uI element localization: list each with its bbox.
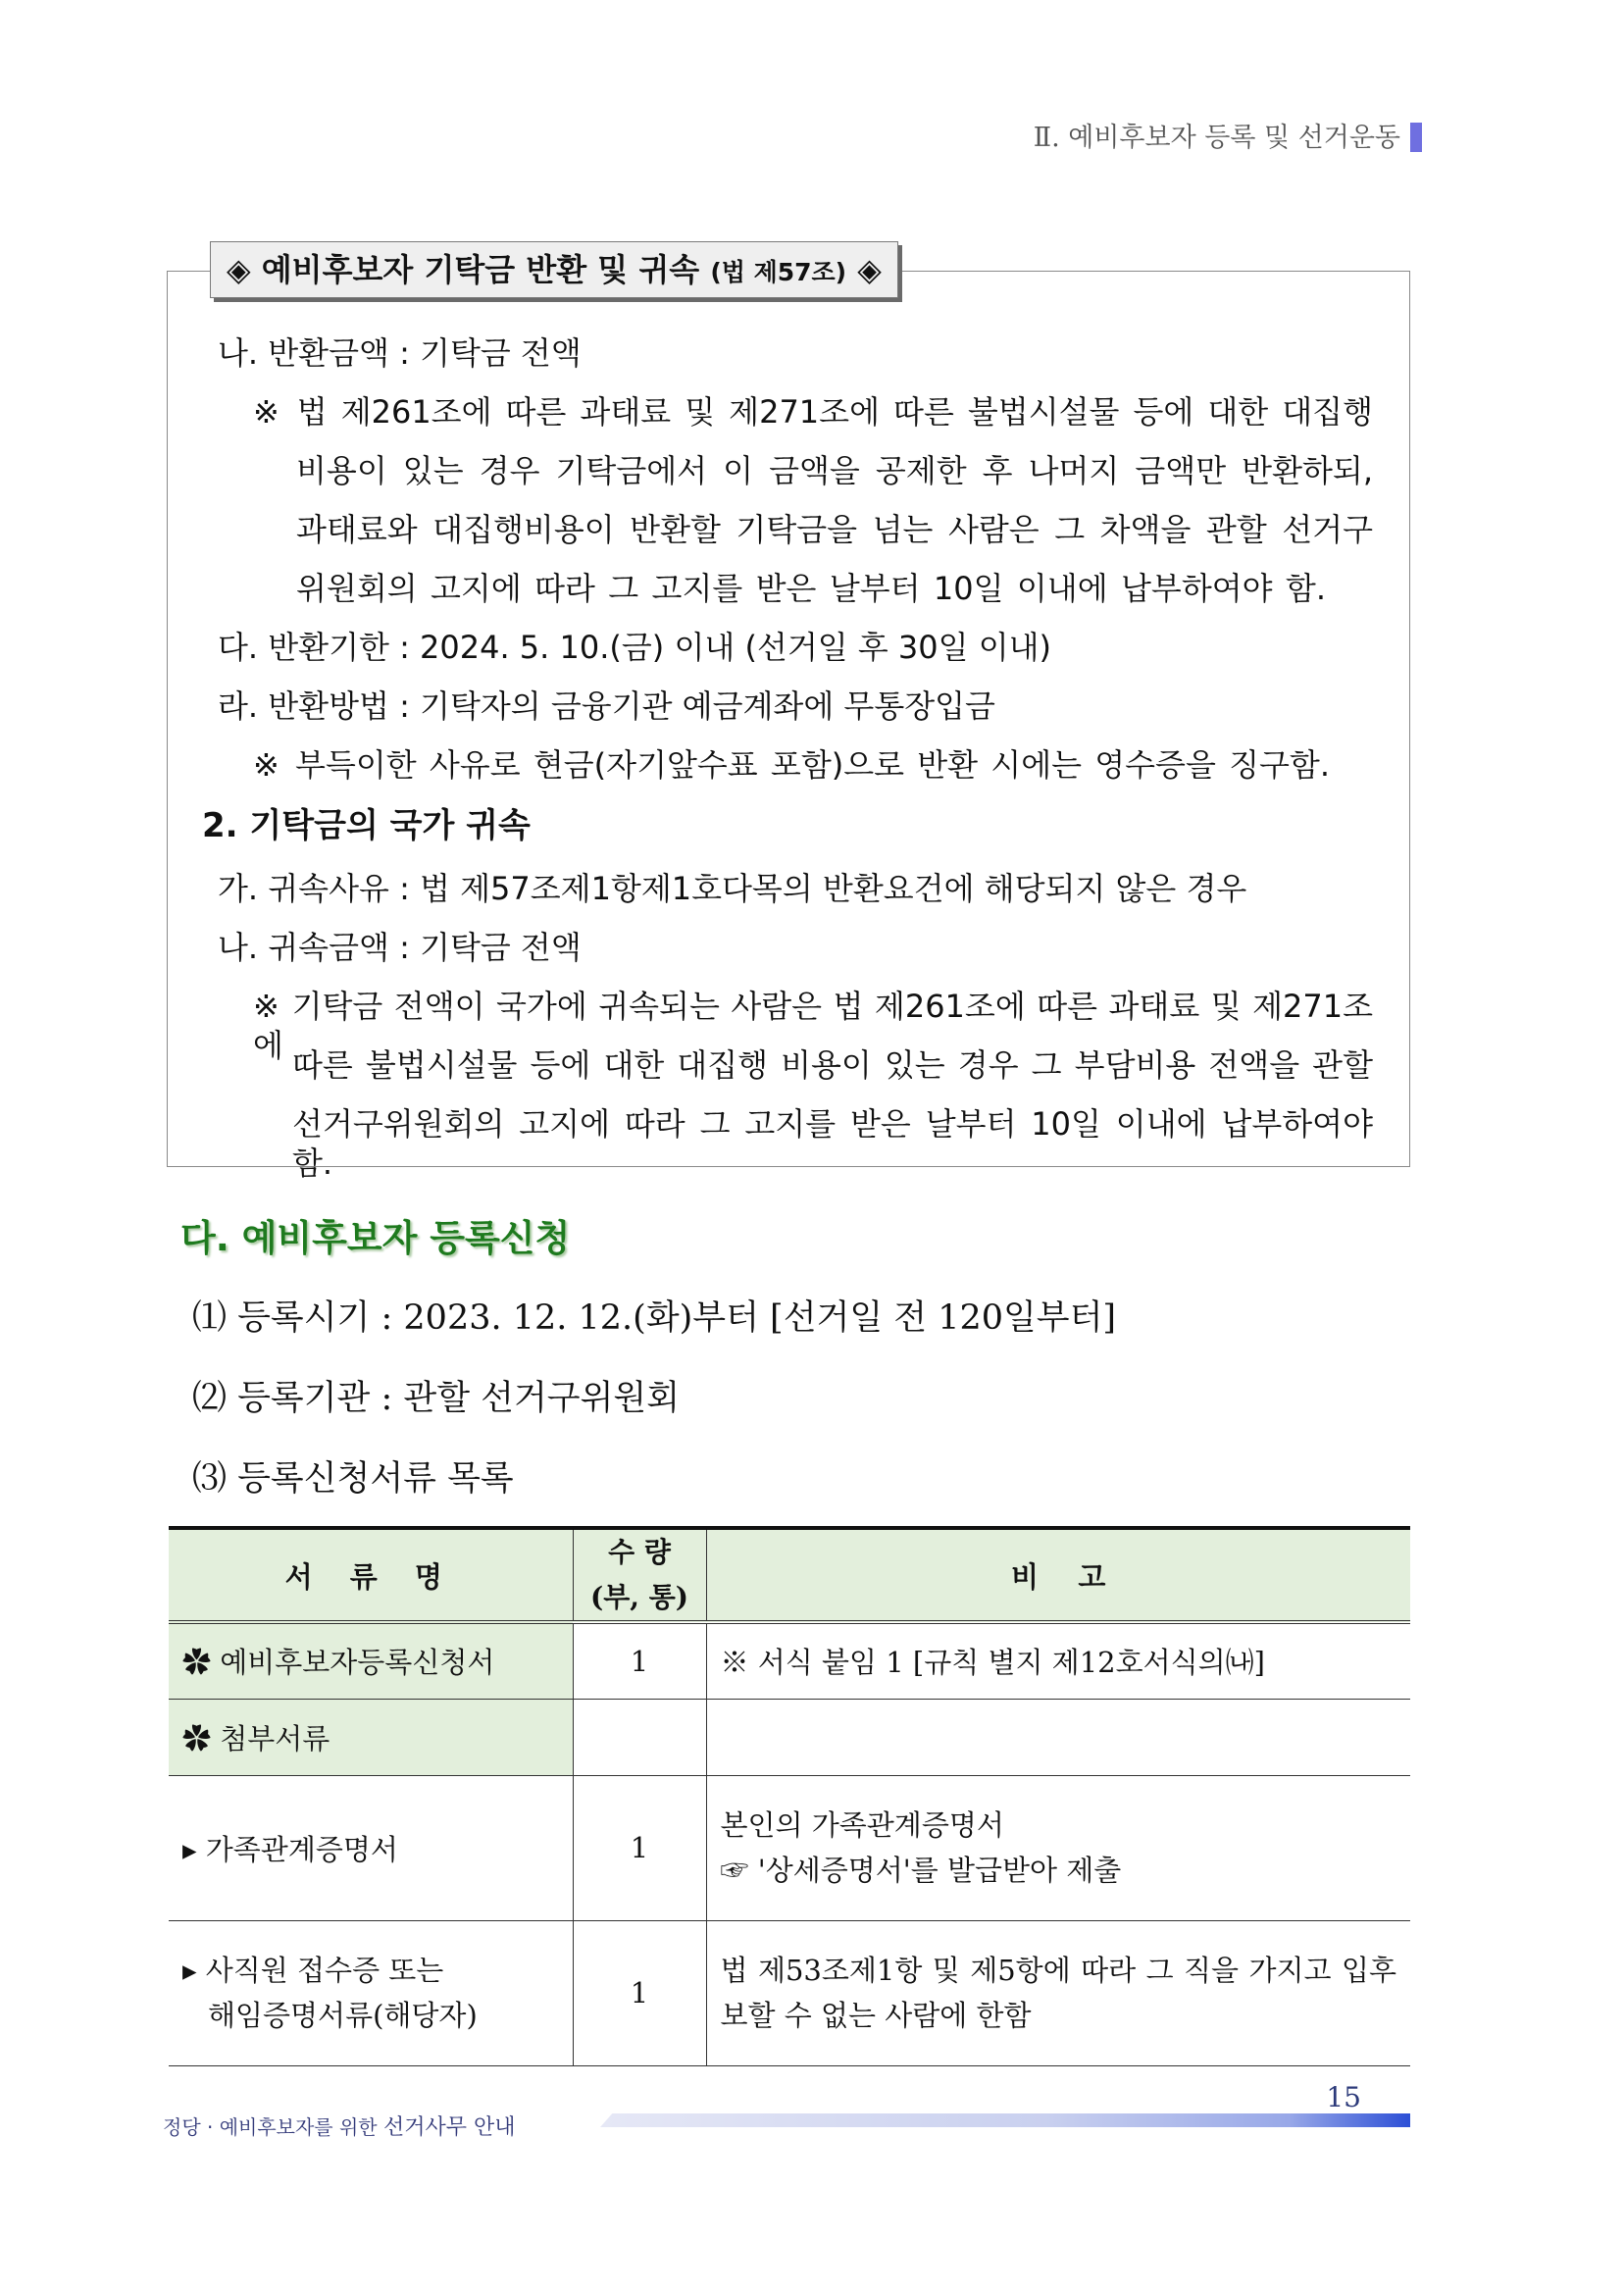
panel-line: 나. 반환금액 : 기탁금 전액 — [218, 334, 582, 372]
header-note: 비 고 — [706, 1528, 1410, 1622]
panel-line: 라. 반환방법 : 기탁자의 금융기관 예금계좌에 무통장입금 — [218, 687, 995, 725]
row-note-line: 법 제53조제1항 및 제5항에 따라 그 직을 가지고 입후 — [720, 1954, 1396, 1987]
panel-line: ※ 기탁금 전액이 국가에 귀속되는 사람은 법 제261조에 따른 과태료 및 제271조에 — [253, 988, 1373, 1064]
footer-gradient-bar — [600, 2113, 1410, 2127]
panel-line: 선거구위원회의 고지에 따라 그 고지를 받은 날부터 10일 이내에 납부하여야 함. — [292, 1105, 1373, 1182]
panel-line: 나. 귀속금액 : 기탁금 전액 — [218, 929, 582, 966]
documents-table — [169, 1526, 1410, 2066]
panel-subheading: 2. 기탁금의 국가 귀속 — [202, 806, 531, 845]
panel-line: 따른 불법시설물 등에 대한 대집행 비용이 있는 경우 그 부담비용 전액을 관할 — [292, 1046, 1373, 1084]
page-number: 15 — [1326, 2081, 1361, 2113]
row-name: ✿ 예비후보자등록신청서 — [169, 1622, 573, 1699]
row-qty: 1 — [573, 1920, 706, 2065]
row-note: ※ 서식 붙임 1 [규칙 별지 제12호서식의㈏] — [706, 1622, 1410, 1699]
footer-text — [163, 2111, 516, 2141]
row-note — [706, 1775, 1410, 1920]
panel-title — [210, 241, 898, 298]
panel-line: 비용이 있는 경우 기탁금에서 이 금액을 공제한 후 나머지 금액만 반환하되, — [296, 452, 1373, 489]
panel-line: 위원회의 고지에 따라 그 고지를 받은 날부터 10일 이내에 납부하여야 함. — [296, 570, 1326, 607]
row-name — [169, 1920, 573, 2065]
row-name: ▸ 가족관계증명서 — [169, 1775, 573, 1920]
header-name: 서 류 명 — [169, 1528, 573, 1622]
running-header-title: Ⅱ. 예비후보자 등록 및 선거운동 — [1033, 123, 1400, 153]
row-note-line: 본인의 가족관계증명서 — [720, 1808, 1004, 1842]
running-header — [1034, 116, 1422, 154]
row-name: ✿ 첨부서류 — [169, 1699, 573, 1775]
row-note — [706, 1920, 1410, 2065]
panel-line: 가. 귀속사유 : 법 제57조제1항제1호다목의 반환요건에 해당되지 않은 경우 — [218, 870, 1247, 907]
footer-text-strong: 선거사무 안내 — [383, 2115, 516, 2140]
header-qty: 수 량 (부, 통) — [573, 1528, 706, 1622]
panel-title-law: (법 제57조) — [710, 258, 847, 286]
row-note — [706, 1699, 1410, 1775]
row-name-line: 해임증명서류(해당자) — [208, 1999, 478, 2032]
table-row — [169, 1920, 1410, 2065]
row-note-line: 보할 수 없는 사람에 한함 — [720, 1999, 1032, 2032]
panel-title-text: ◈ 예비후보자 기탁금 반환 및 귀속 — [227, 251, 700, 288]
row-qty: 1 — [573, 1622, 706, 1699]
row-note-line: ☞ '상세증명서'를 발급받아 제출 — [720, 1854, 1122, 1887]
list-item: ⑵ 등록기관 : 관할 선거구위원회 — [192, 1379, 681, 1418]
row-name-line: ▸ 사직원 접수증 또는 — [182, 1954, 444, 1987]
panel-line: ※ 부득이한 사유로 현금(자기앞수표 포함)으로 반환 시에는 영수증을 징구함. — [253, 746, 1330, 784]
panel-line: 다. 반환기한 : 2024. 5. 10.(금) 이내 (선거일 후 30일 이내) — [218, 629, 1052, 666]
panel-title-end: ◈ — [857, 251, 882, 288]
footer-text-left: 정당 · 예비후보자를 위한 — [163, 2115, 378, 2139]
table-row — [169, 1622, 1410, 1699]
header-accent-bar — [1410, 123, 1422, 152]
list-item: ⑴ 등록시기 : 2023. 12. 12.(화)부터 [선거일 전 120일부터] — [192, 1298, 1117, 1338]
section-heading: 다. 예비후보자 등록신청 — [180, 1217, 571, 1259]
table-row — [169, 1699, 1410, 1775]
table-header-row — [169, 1528, 1410, 1622]
list-item: ⑶ 등록신청서류 목록 — [192, 1459, 514, 1499]
panel-line: ※ 법 제261조에 따른 과태료 및 제271조에 따른 불법시설물 등에 대한 대집행 — [253, 393, 1373, 431]
row-qty: 1 — [573, 1775, 706, 1920]
panel-line: 과태료와 대집행비용이 반환할 기탁금을 넘는 사람은 그 차액을 관할 선거구 — [296, 511, 1373, 548]
row-qty — [573, 1699, 706, 1775]
table-row — [169, 1775, 1410, 1920]
